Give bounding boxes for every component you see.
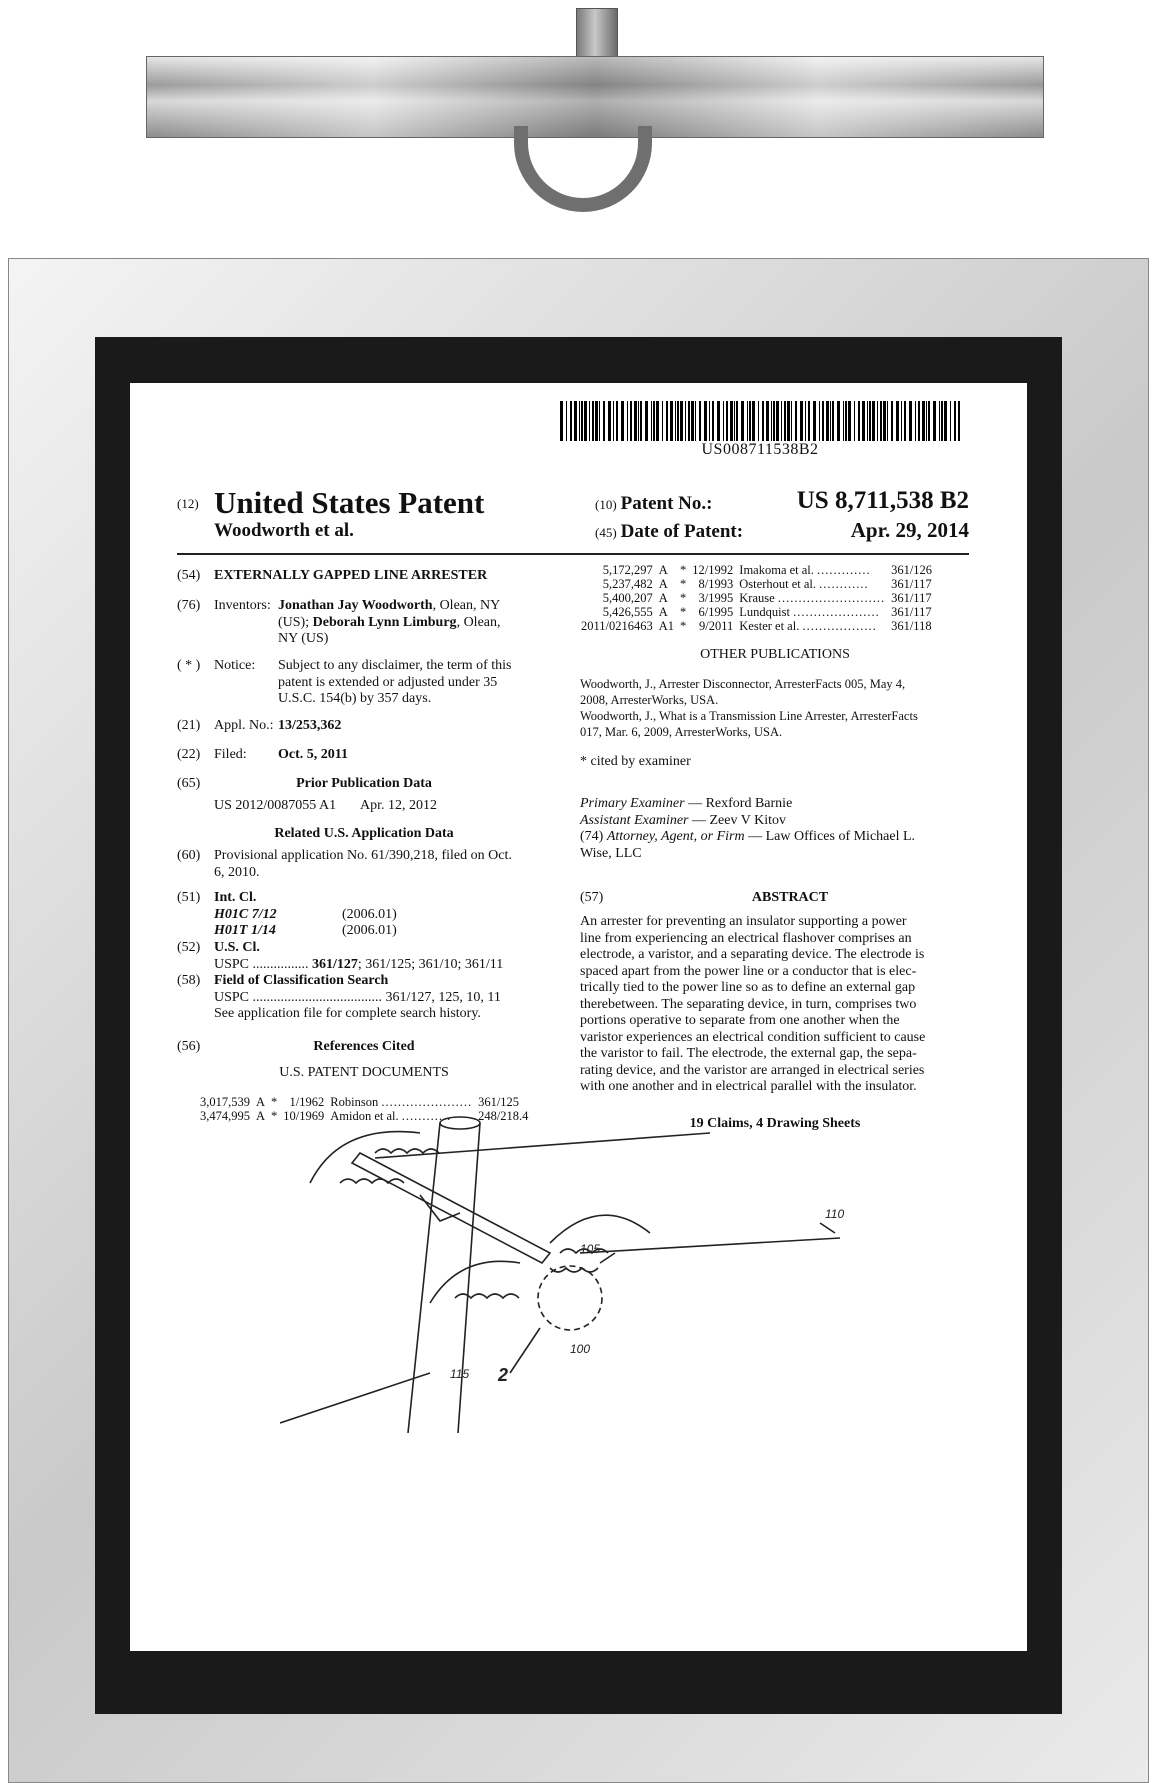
code-21: (21)	[177, 718, 201, 733]
barcode-bar	[581, 401, 583, 441]
prior-pub-date: Apr. 12, 2012	[360, 798, 437, 813]
abstract-line: varistor experiences an electrical condition sufficient to cause	[580, 1029, 926, 1045]
ref-number: 5,237,482	[602, 577, 653, 591]
shield-left	[430, 1261, 520, 1303]
code-45: (45)	[595, 525, 617, 540]
code-54: (54)	[177, 568, 201, 583]
uspc-field-values: 361/127, 125, 10, 11	[385, 989, 501, 1005]
patent-date: Apr. 29, 2014	[850, 518, 969, 542]
hanger-ring	[514, 126, 652, 212]
barcode-bar	[709, 401, 710, 441]
barcode-bar	[877, 401, 878, 441]
conductor-top	[375, 1133, 710, 1158]
leader-2	[510, 1328, 540, 1373]
barcode-bar	[741, 401, 744, 441]
barcode-bar	[896, 401, 899, 441]
other-pubs	[580, 676, 970, 740]
filed-label: Filed:	[214, 747, 247, 762]
barcode-bar	[891, 401, 893, 441]
inventor-2: Deborah Lynn Limburg	[312, 614, 457, 630]
patent-no-label-text: Patent No.:	[620, 493, 713, 514]
barcode-bar	[808, 401, 810, 441]
abstract-line: spaced apart from the power line or a conductor that is elec-	[580, 963, 917, 979]
crossarm	[352, 1153, 550, 1263]
ref-class: 361/117	[891, 605, 932, 619]
provisional	[214, 848, 514, 881]
barcode-bar	[848, 401, 851, 441]
barcode-bar	[776, 401, 779, 441]
int-cl-code: H01C 7/12	[214, 906, 277, 922]
barcode-bar	[915, 401, 916, 441]
ref-date: 8/1993	[698, 577, 734, 591]
notice-text	[278, 658, 558, 708]
barcode-bar	[887, 401, 888, 441]
inventor-2-country: NY (US)	[278, 631, 329, 646]
refs-table-right	[578, 563, 935, 633]
notice-line: patent is extended or adjusted under 35	[278, 674, 498, 690]
table-row	[578, 577, 935, 591]
int-cl-code: H01T 1/14	[214, 923, 276, 938]
ref-star: *	[680, 577, 687, 591]
ref-date: 1/1962	[289, 1095, 325, 1109]
notice-line: Subject to any disclaimer, the term of this	[278, 658, 512, 673]
insulator	[340, 1179, 404, 1183]
insulator	[455, 1294, 519, 1298]
dot-leader: ................	[252, 956, 309, 972]
primary-examiner	[580, 796, 970, 813]
header-divider	[177, 553, 969, 555]
ref-kind: A1	[658, 619, 675, 633]
code-star: ( * )	[177, 658, 201, 673]
ref-name: Osterhout et al.	[739, 577, 816, 591]
ref-class: 248/218.4	[478, 1109, 529, 1123]
ref-class: 361/118	[891, 619, 932, 633]
ref-star: *	[271, 1095, 278, 1109]
int-cl	[214, 890, 514, 940]
ref-date: 6/1995	[698, 605, 734, 619]
table-row	[578, 619, 935, 633]
ref-name: Lundquist	[739, 605, 790, 619]
barcode-bar	[675, 401, 676, 441]
patent-number: US 8,711,538 B2	[796, 487, 969, 514]
field-search	[214, 973, 514, 1023]
barcode-bar	[616, 401, 618, 441]
dot-leader: ......................	[381, 1095, 473, 1109]
barcode-bar	[627, 401, 628, 441]
barcode-bar	[630, 401, 632, 441]
barcode-bar	[749, 401, 751, 441]
barcode-bar	[933, 401, 936, 441]
refs-heading: References Cited	[313, 1039, 415, 1054]
barcode-bar	[909, 401, 912, 441]
abstract-line: therebetween. The separating device, in turn, comprises two	[580, 996, 917, 1012]
primary-examiner-label: Primary Examiner	[580, 796, 685, 811]
barcode-bar	[918, 401, 920, 441]
uspc-label: USPC	[214, 956, 250, 972]
label-100: 100	[570, 1342, 591, 1356]
int-cl-version: (2006.01)	[342, 923, 397, 938]
barcode-bar	[699, 401, 701, 441]
notice-label: Notice:	[214, 658, 256, 673]
barcode-bar	[691, 401, 694, 441]
barcode-bar	[566, 401, 567, 441]
inventors-label: Inventors:	[214, 598, 271, 613]
barcode-bar	[570, 401, 572, 441]
us-cl-label: U.S. Cl.	[214, 940, 260, 955]
attorney-label: Attorney, Agent, or Firm	[606, 829, 745, 844]
dot-leader: ..........................	[777, 591, 886, 605]
barcode-bar	[730, 401, 733, 441]
int-cl-version: (2006.01)	[342, 906, 397, 922]
notice-line: U.S.C. 154(b) by 357 days.	[278, 691, 432, 706]
barcode-bar	[752, 401, 755, 441]
barcode-bar	[928, 401, 930, 441]
code-76: (76)	[177, 598, 201, 613]
barcode-bar	[787, 401, 790, 441]
barcode-bar	[822, 401, 824, 441]
inventor-2-loc: , Olean,	[456, 614, 501, 630]
code-57: (57)	[580, 890, 604, 905]
ref-number: 2011/0216463	[581, 619, 653, 633]
abstract-line: An arrester for preventing an insulator supporting a power	[580, 914, 907, 929]
barcode-bar	[766, 401, 769, 441]
ref-star: *	[680, 591, 687, 605]
barcode-bar	[867, 401, 868, 441]
barcode-bar	[560, 401, 563, 441]
code-22: (22)	[177, 747, 201, 762]
barcode-bar	[651, 401, 652, 441]
conductor-right	[580, 1238, 840, 1253]
barcode-bar	[939, 401, 940, 441]
shield-right	[550, 1215, 650, 1243]
inventor-1-loc: , Olean, NY	[432, 598, 501, 613]
leader-110	[820, 1223, 835, 1233]
barcode-bar	[773, 401, 775, 441]
arrester	[550, 1268, 598, 1272]
claims-count: 19 Claims, 4 Drawing Sheets	[689, 1115, 861, 1131]
inventors-list	[278, 598, 558, 648]
ref-number: 5,172,297	[602, 563, 653, 577]
abstract-heading: ABSTRACT	[751, 890, 829, 905]
code-65: (65)	[177, 776, 201, 791]
barcode-bar	[653, 401, 655, 441]
barcode-bar	[819, 401, 820, 441]
other-pub-line: Woodworth, J., Arrester Disconnector, ArresterFacts 005, May 4,	[580, 676, 906, 691]
pole-top	[440, 1117, 480, 1129]
barcode-bar	[599, 401, 600, 441]
label-2: 2	[498, 1365, 509, 1385]
dot-leader: .....................................	[252, 989, 383, 1005]
barcode-bar	[901, 401, 902, 441]
date-label-text: Date of Patent:	[620, 521, 744, 542]
code-56: (56)	[177, 1039, 201, 1054]
ref-kind: A	[256, 1095, 266, 1109]
barcode-bar	[747, 401, 748, 441]
code-58: (58)	[177, 973, 201, 988]
dot-leader: .....................	[793, 605, 880, 619]
conductor-left	[280, 1373, 430, 1423]
code-60: (60)	[177, 848, 201, 863]
barcode-bar	[634, 401, 637, 441]
barcode-bar	[883, 401, 886, 441]
ref-date: 9/2011	[699, 619, 734, 633]
ref-date: 10/1969	[283, 1109, 325, 1123]
attorney-name-cont: Wise, LLC	[580, 845, 642, 861]
barcode-bar	[734, 401, 735, 441]
barcode-bar	[904, 401, 906, 441]
barcode-bar	[944, 401, 947, 441]
barcode-bar	[645, 401, 648, 441]
barcode-bar	[784, 401, 786, 441]
barcode-bar	[656, 401, 659, 441]
barcode-bar	[712, 401, 714, 441]
inventors-short: Woodworth et al.	[214, 520, 354, 541]
barcode-bar	[791, 401, 792, 441]
ref-class: 361/117	[891, 577, 932, 591]
barcode-bar	[950, 401, 951, 441]
uspc-primary: 361/127	[312, 956, 358, 972]
dot-leader: ..................	[802, 619, 877, 633]
patent-no-label	[595, 493, 712, 515]
barcode-bar	[795, 401, 797, 441]
invention-title: EXTERNALLY GAPPED LINE ARRESTER	[214, 568, 488, 583]
barcode-bar	[579, 401, 580, 441]
patent-title: United States Patent	[214, 485, 485, 520]
inventor-1-country: (US);	[278, 614, 310, 630]
ref-star: *	[271, 1109, 278, 1123]
insulator	[375, 1149, 439, 1153]
cited-by-examiner: * cited by examiner	[580, 753, 691, 769]
left-column	[177, 568, 557, 1123]
barcode-bar	[723, 401, 724, 441]
ref-name: Imakoma et al.	[739, 563, 814, 577]
barcode-bar	[704, 401, 707, 441]
appl-number: 13/253,362	[278, 718, 342, 733]
code-10: (10)	[595, 497, 617, 512]
barcode-number: US008711538B2	[701, 441, 819, 458]
table-row	[578, 591, 935, 605]
patent-page	[130, 383, 1027, 1651]
barcode-bar	[666, 401, 668, 441]
assistant-examiner-label: Assistant Examiner	[580, 812, 689, 828]
abstract-line: electrode, a varistor, and a separating device. The electrode is	[580, 947, 925, 962]
barcode-bar	[685, 401, 686, 441]
barcode-bar	[941, 401, 943, 441]
ref-kind: A	[658, 577, 668, 591]
uspc-label: USPC	[214, 989, 250, 1005]
barcode-bar	[613, 401, 614, 441]
ref-class: 361/117	[891, 591, 932, 605]
barcode-bar	[584, 401, 587, 441]
barcode-bar	[758, 401, 759, 441]
barcode-bar	[862, 401, 865, 441]
ref-name: Kester et al.	[739, 619, 800, 633]
code-52: (52)	[177, 940, 201, 955]
barcode-bar	[688, 401, 690, 441]
barcode-bar	[843, 401, 844, 441]
barcode-bar	[589, 401, 590, 441]
ref-name: Amidon et al.	[330, 1109, 399, 1123]
ref-kind: A	[658, 563, 668, 577]
barcode-bar	[800, 401, 803, 441]
barcode	[560, 401, 960, 441]
abstract-line: line from experiencing an electrical flashover comprises an	[580, 930, 912, 946]
barcode-bar	[640, 401, 642, 441]
uspc-secondary: ; 361/125; 361/10; 361/11	[357, 956, 504, 972]
barcode-bar	[926, 401, 927, 441]
barcode-bar	[592, 401, 594, 441]
ref-date: 12/1992	[692, 563, 734, 577]
us-cl	[214, 940, 514, 973]
barcode-bar	[805, 401, 806, 441]
barcode-bar	[781, 401, 782, 441]
filed-date: Oct. 5, 2011	[278, 747, 348, 762]
barcode-bar	[662, 401, 663, 441]
table-row	[578, 563, 935, 577]
barcode-bar	[621, 401, 624, 441]
dot-leader: .............	[817, 563, 871, 577]
barcode-bar	[922, 401, 925, 441]
right-column	[580, 563, 970, 1132]
barcode-bar	[638, 401, 639, 441]
ref-number: 3,017,539	[200, 1095, 250, 1109]
barcode-bar	[880, 401, 882, 441]
date-label	[595, 521, 743, 543]
barcode-bar	[854, 401, 855, 441]
ref-star: *	[680, 563, 687, 577]
ref-kind: A	[658, 591, 668, 605]
patent-drawing	[280, 1103, 880, 1433]
provisional-line: 6, 2010.	[214, 864, 260, 880]
label-105: 105	[580, 1242, 601, 1256]
barcode-bar	[872, 401, 875, 441]
abstract-line: with one another and in electrical parallel with the insulator.	[580, 1079, 917, 1094]
detail-circle	[538, 1266, 602, 1330]
attorney-name: — Law Offices of Michael L.	[748, 829, 916, 844]
barcode-bar	[680, 401, 683, 441]
pole	[408, 1123, 480, 1433]
label-110: 110	[825, 1207, 845, 1221]
barcode-bar	[603, 401, 605, 441]
ref-star: *	[680, 619, 687, 633]
see-application: See application file for complete search history.	[214, 1006, 481, 1021]
assistant-examiner-name: — Zeev V Kitov	[692, 812, 786, 828]
ref-number: 3,474,995	[200, 1109, 250, 1123]
other-pub-line: 017, Mar. 6, 2009, ArresterWorks, USA.	[580, 724, 783, 739]
assistant-examiner	[580, 813, 970, 830]
barcode-bar	[813, 401, 816, 441]
barcode-bar	[845, 401, 847, 441]
label-115: 115	[450, 1367, 470, 1381]
dot-leader: ............	[401, 1109, 452, 1123]
ref-class: 361/125	[478, 1095, 520, 1109]
barcode-bar	[837, 401, 840, 441]
ref-name: Robinson	[330, 1095, 379, 1109]
electrode	[600, 1253, 615, 1263]
barcode-bar	[954, 401, 956, 441]
abstract-line: rating device, and the varistor are arranged in electrical series	[580, 1062, 925, 1078]
other-pubs-heading: OTHER PUBLICATIONS	[700, 647, 850, 662]
ref-star: *	[680, 605, 687, 619]
barcode-bar	[608, 401, 611, 441]
dot-leader: ............	[819, 577, 869, 591]
barcode-bar	[869, 401, 871, 441]
barcode-bar	[670, 401, 673, 441]
int-cl-label: Int. Cl.	[214, 890, 257, 905]
abstract-line: trically tied to the power line so as to define an external gap	[580, 980, 916, 995]
other-pub-line: Woodworth, J., What is a Transmission Line Arrester, ArresterFacts	[580, 708, 918, 723]
primary-examiner-name: — Rexford Barnie	[688, 796, 793, 811]
barcode-bar	[717, 401, 720, 441]
attorney	[580, 829, 970, 846]
abstract-line: portions operative to separate from one another when the	[580, 1013, 900, 1028]
abstract-line: the varistor to fail. The electrode, the external gap, the sepa-	[580, 1046, 917, 1061]
barcode-bar	[830, 401, 831, 441]
ref-number: 5,400,207	[602, 591, 653, 605]
barcode-bar	[832, 401, 834, 441]
abstract-text	[580, 914, 970, 1096]
related-heading: Related U.S. Application Data	[274, 826, 454, 841]
ref-date: 3/1995	[698, 591, 734, 605]
appl-label: Appl. No.:	[214, 718, 274, 733]
prior-pub-number: US 2012/0087055 A1	[214, 798, 337, 813]
ref-kind: A	[658, 605, 668, 619]
code-12: (12)	[177, 496, 199, 511]
barcode-bar	[858, 401, 860, 441]
ref-kind: A	[256, 1109, 266, 1123]
barcode-bar	[595, 401, 598, 441]
field-search-label: Field of Classification Search	[214, 973, 389, 988]
barcode-bar	[677, 401, 679, 441]
barcode-bar	[958, 401, 960, 441]
ref-number: 5,426,555	[602, 605, 653, 619]
ref-name: Krause	[739, 591, 775, 605]
ref-class: 361/126	[891, 563, 933, 577]
barcode-bar	[771, 401, 772, 441]
inventor-1: Jonathan Jay Woodworth	[278, 598, 433, 613]
us-docs-heading: U.S. PATENT DOCUMENTS	[279, 1065, 449, 1080]
code-74: (74)	[580, 829, 604, 844]
code-51: (51)	[177, 890, 201, 905]
prior-pub-heading: Prior Publication Data	[296, 776, 432, 791]
table-row	[578, 605, 935, 619]
other-pub-line: 2008, ArresterWorks, USA.	[580, 692, 719, 707]
barcode-bar	[826, 401, 829, 441]
barcode-bar	[574, 401, 577, 441]
provisional-line: Provisional application No. 61/390,218, filed on Oct.	[214, 848, 512, 863]
barcode-bar	[726, 401, 728, 441]
barcode-bar	[762, 401, 764, 441]
barcode-bar	[695, 401, 696, 441]
barcode-bar	[736, 401, 738, 441]
